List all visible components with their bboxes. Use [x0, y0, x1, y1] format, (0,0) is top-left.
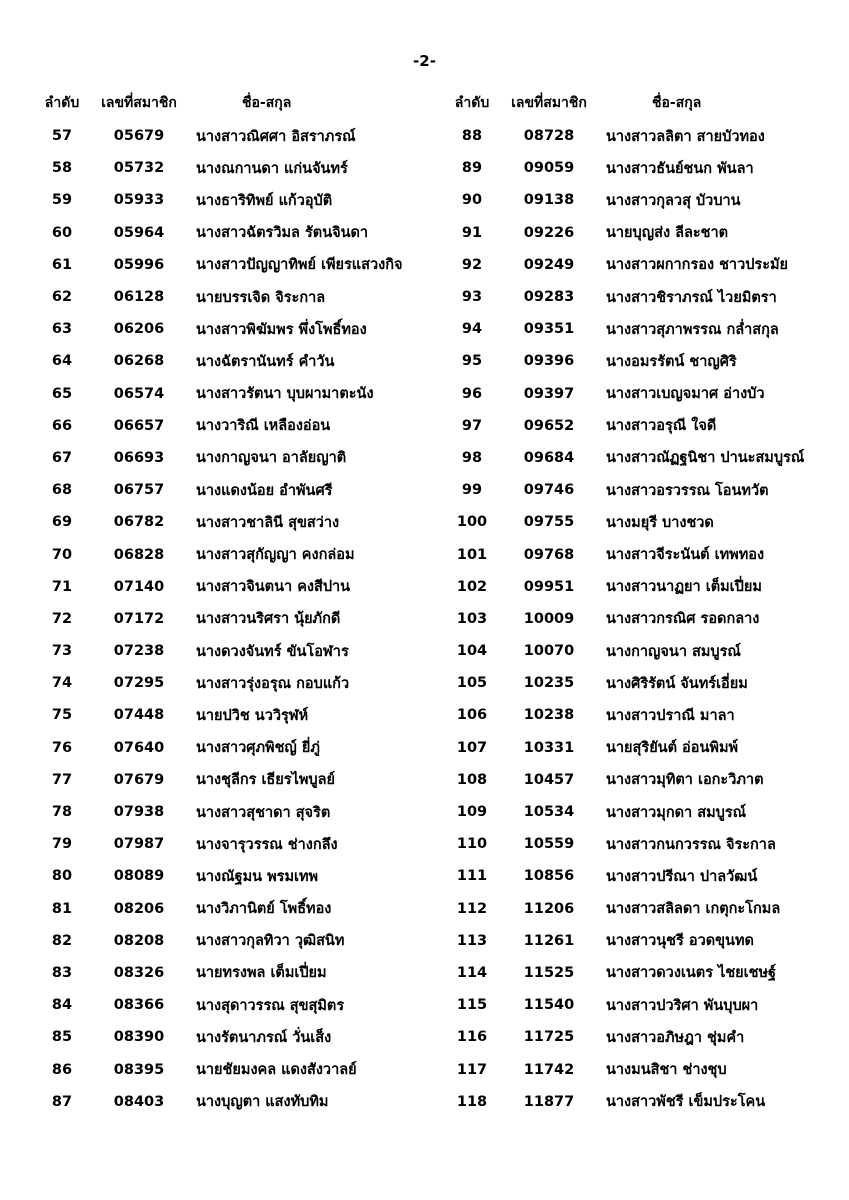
row-number: 84: [51, 997, 73, 1014]
member-name: นางสาวสุภาพรรณ กล่ำสกุล: [606, 321, 779, 338]
row-number: 85: [51, 1029, 73, 1046]
row-number: 102: [456, 578, 488, 595]
member-name: นางสาวปรีณา ปาลวัฒน์: [606, 868, 758, 885]
row-number: 73: [51, 643, 73, 660]
member-name: นายบรรเจิด จิระกาล: [196, 289, 326, 306]
table-row: [40, 1086, 402, 1118]
header-no: ลำดับ: [44, 95, 80, 111]
member-name: นางกาญจนา สมบูรณ์: [606, 643, 741, 660]
member-name: นางสาวกนกวรรณ จิระกาล: [606, 836, 776, 853]
table-row: [450, 925, 804, 957]
table-row: [450, 281, 804, 313]
row-number: 76: [51, 739, 73, 756]
member-id: 06206: [113, 321, 165, 338]
member-name: นางสาวลลิตา สายบัวทอง: [606, 128, 765, 145]
member-name: นายทรงพล เต็มเปี่ยม: [196, 965, 327, 982]
member-id: 09059: [523, 160, 575, 177]
member-name: นางณกานดา แก่นจันทร์: [196, 160, 348, 177]
member-id: 06828: [113, 546, 165, 563]
row-number: 91: [461, 224, 483, 241]
member-id: 10559: [523, 836, 575, 853]
row-number: 63: [51, 321, 73, 338]
member-name: นางรัตนาภรณ์ วั่นเส็ง: [196, 1029, 332, 1046]
member-name: นางสาวนาฏยา เต็มเปี่ยม: [606, 579, 762, 596]
member-id: 07987: [113, 836, 165, 853]
member-list-left: [40, 86, 402, 1118]
member-name: นางณัฐมน พรมเทพ: [196, 868, 319, 885]
member-name: นางสาวชิราภรณ์ ไวยมิตรา: [606, 289, 777, 306]
member-name: นางสาวอรุณี ใจดี: [606, 418, 717, 435]
table-row: [40, 732, 402, 764]
table-row: [450, 1021, 804, 1053]
row-number: 77: [51, 771, 73, 788]
member-id: 09951: [523, 578, 575, 595]
member-id: 08366: [113, 997, 165, 1014]
table-row: [40, 538, 402, 570]
member-id: 11725: [523, 1029, 575, 1046]
table-row: [40, 796, 402, 828]
member-name: นายปวิช นววิรุฬห์: [196, 707, 309, 724]
table-row: [40, 925, 402, 957]
table-row: [40, 860, 402, 892]
table-row: [450, 796, 804, 828]
member-id: 07238: [113, 643, 165, 660]
member-id: 09397: [523, 385, 575, 402]
member-name: นางบุญตา แสงทับทิม: [196, 1094, 329, 1111]
member-id: 07140: [113, 578, 165, 595]
member-name: นางแดงน้อย อำพันศรี: [196, 482, 333, 499]
member-name: นางจารุวรรณ ช่างกลึง: [196, 836, 338, 853]
member-id: 05732: [113, 160, 165, 177]
row-number: 69: [51, 514, 73, 531]
member-name: นางสาวมุกดา สมบูรณ์: [606, 804, 747, 821]
member-name: นางสาวดวงเนตร ไชยเชษฐ์: [606, 965, 777, 982]
table-header-right: [450, 86, 804, 120]
member-id: 11261: [523, 932, 575, 949]
table-row: [40, 474, 402, 506]
row-number: 105: [456, 675, 488, 692]
table-row: [450, 378, 804, 410]
header-name: ชื่อ-สกุล: [242, 95, 292, 111]
member-id: 09768: [523, 546, 575, 563]
row-number: 111: [456, 868, 488, 885]
member-name: นางวาริณี เหลืองอ่อน: [196, 418, 331, 435]
member-id: 05996: [113, 256, 165, 273]
member-name: นางสาวสุกัญญา คงกล่อม: [196, 547, 355, 564]
row-number: 104: [456, 643, 488, 660]
member-id: 07295: [113, 675, 165, 692]
table-row: [40, 1053, 402, 1085]
member-id: 10238: [523, 707, 575, 724]
row-number: 101: [456, 546, 488, 563]
row-number: 59: [51, 192, 73, 209]
row-number: 100: [456, 514, 488, 531]
row-number: 62: [51, 289, 73, 306]
member-id: 11206: [523, 900, 575, 917]
row-number: 65: [51, 385, 73, 402]
table-row: [40, 699, 402, 731]
member-name: นางวิภานิตย์ โพธิ์ทอง: [196, 901, 332, 918]
member-name: นางสาวรุ่งอรุณ กอบแก้ว: [196, 675, 350, 692]
member-name: นางสาวณิศศา อิสราภรณ์: [196, 128, 356, 145]
table-row: [40, 1021, 402, 1053]
member-id: 09746: [523, 482, 575, 499]
member-id: 09396: [523, 353, 575, 370]
row-number: 117: [456, 1061, 488, 1078]
member-id: 08390: [113, 1029, 165, 1046]
header-no: ลำดับ: [454, 95, 490, 111]
member-id: 06657: [113, 417, 165, 434]
member-id: 07640: [113, 739, 165, 756]
member-name: นางสาวอภิษฎา ชุ่มคำ: [606, 1029, 745, 1046]
member-name: นายบุญส่ง ลีละชาต: [606, 225, 729, 242]
table-row: [450, 410, 804, 442]
table-row: [40, 828, 402, 860]
table-row: [450, 603, 804, 635]
member-id: 09249: [523, 256, 575, 273]
member-name: นางสาวเบญจมาศ อ่างบัว: [606, 386, 765, 403]
table-row: [40, 571, 402, 603]
table-row: [450, 828, 804, 860]
row-number: 58: [51, 160, 73, 177]
member-id: 08403: [113, 1093, 165, 1110]
member-name: นายสุริยันต์ อ่อนพิมพ์: [606, 740, 739, 757]
table-row: [450, 249, 804, 281]
row-number: 80: [51, 868, 73, 885]
table-row: [40, 764, 402, 796]
member-id: 07679: [113, 771, 165, 788]
member-name: นางสาวปวริศา พันบุบผา: [606, 997, 759, 1014]
member-id: 05679: [113, 128, 165, 145]
table-row: [450, 217, 804, 249]
member-name: นางสาวจินตนา คงสีปาน: [196, 579, 351, 596]
row-number: 57: [51, 128, 73, 145]
member-name: นางสาวธันย์ชนก พันลา: [606, 160, 754, 177]
member-name: นางสาวณัฏฐนิชา ปานะสมบูรณ์: [606, 450, 805, 467]
table-row: [450, 152, 804, 184]
member-name: นางกาญจนา อาลัยญาติ: [196, 450, 347, 467]
row-number: 79: [51, 836, 73, 853]
table-row: [40, 442, 402, 474]
member-id: 06782: [113, 514, 165, 531]
member-id: 07172: [113, 610, 165, 627]
member-name: นางสาวจีระนันต์ เทพทอง: [606, 547, 765, 564]
row-number: 98: [461, 449, 483, 466]
member-id: 06693: [113, 449, 165, 466]
table-row: [450, 571, 804, 603]
row-number: 74: [51, 675, 73, 692]
row-number: 106: [456, 707, 488, 724]
member-id: 09283: [523, 289, 575, 306]
row-number: 82: [51, 932, 73, 949]
member-id: 07938: [113, 804, 165, 821]
table-row: [40, 410, 402, 442]
table-row: [40, 120, 402, 152]
row-number: 86: [51, 1061, 73, 1078]
member-id: 05964: [113, 224, 165, 241]
table-row: [450, 184, 804, 216]
table-row: [450, 345, 804, 377]
row-number: 72: [51, 610, 73, 627]
member-id: 10856: [523, 868, 575, 885]
member-id: 09652: [523, 417, 575, 434]
row-number: 83: [51, 964, 73, 981]
member-name: นางดวงจันทร์ ขันโอฬาร: [196, 643, 349, 660]
member-name: นางมนสิชา ช่างชุบ: [606, 1062, 727, 1079]
member-id: 10009: [523, 610, 575, 627]
table-row: [40, 313, 402, 345]
row-number: 93: [461, 289, 483, 306]
row-number: 92: [461, 256, 483, 273]
row-number: 81: [51, 900, 73, 917]
table-row: [450, 1053, 804, 1085]
member-id: 06574: [113, 385, 165, 402]
member-name: นางสาวมุทิตา เอกะวิภาต: [606, 772, 764, 789]
member-name: นางสาวฉัตรวิมล รัตนจินดา: [196, 225, 369, 242]
member-name: นางมยุรี บางชวด: [606, 514, 714, 531]
member-name: นางศิริรัตน์ จันทร์เอี่ยม: [606, 675, 748, 692]
row-number: 115: [456, 997, 488, 1014]
table-row: [40, 184, 402, 216]
row-number: 114: [456, 964, 488, 981]
member-id: 10070: [523, 643, 575, 660]
member-name: นางสาวรัตนา บุบผามาตะนัง: [196, 386, 374, 403]
member-name: นางสาวอรวรรณ โอนทวัต: [606, 482, 769, 499]
member-id: 10235: [523, 675, 575, 692]
table-body-right: [450, 120, 804, 1118]
table-row: [40, 989, 402, 1021]
row-number: 109: [456, 804, 488, 821]
row-number: 67: [51, 449, 73, 466]
row-number: 112: [456, 900, 488, 917]
member-id: 09755: [523, 514, 575, 531]
table-row: [450, 699, 804, 731]
row-number: 68: [51, 482, 73, 499]
header-name: ชื่อ-สกุล: [652, 95, 702, 111]
row-number: 88: [461, 128, 483, 145]
member-id: 09684: [523, 449, 575, 466]
member-name: นางสาวกรณิศ รอดกลาง: [606, 611, 760, 628]
member-name: นางสาวศุภพิชญ์ ยี่ภู่: [196, 740, 320, 757]
member-name: นางสุดาวรรณ สุขสุมิตร: [196, 997, 345, 1014]
member-name: นางฉัตรานันทร์ คำวัน: [196, 353, 335, 370]
row-number: 64: [51, 353, 73, 370]
table-row: [40, 893, 402, 925]
member-id: 09351: [523, 321, 575, 338]
table-row: [450, 442, 804, 474]
member-name: นางธาริทิพย์ แก้วอุบัติ: [196, 192, 333, 209]
table-row: [40, 249, 402, 281]
member-name: นางอมรรัตน์ ชาญศิริ: [606, 353, 737, 370]
member-id: 11877: [523, 1093, 575, 1110]
row-number: 75: [51, 707, 73, 724]
member-name: นางสาวผกากรอง ชาวประมัย: [606, 257, 789, 274]
table-row: [450, 313, 804, 345]
member-name: นายชัยมงคล แดงสังวาลย์: [196, 1062, 357, 1079]
member-id: 06268: [113, 353, 165, 370]
table-row: [40, 378, 402, 410]
table-row: [450, 989, 804, 1021]
row-number: 108: [456, 771, 488, 788]
table-body-left: [40, 120, 402, 1118]
row-number: 110: [456, 836, 488, 853]
row-number: 70: [51, 546, 73, 563]
member-id: 08326: [113, 964, 165, 981]
table-row: [450, 120, 804, 152]
row-number: 90: [461, 192, 483, 209]
header-member-id: เลขที่สมาชิก: [101, 95, 177, 111]
member-name: นางสาวพิฆัมพร พึ่งโพธิ์ทอง: [196, 321, 367, 338]
member-name: นางสาวกุลวสุ บัวบาน: [606, 192, 741, 209]
member-name: นางสาวพัชรี เข็มประโคน: [606, 1094, 766, 1111]
table-row: [450, 667, 804, 699]
member-id: 11540: [523, 997, 575, 1014]
table-row: [40, 345, 402, 377]
member-id: 11525: [523, 964, 575, 981]
member-list-right: [450, 86, 804, 1118]
table-row: [450, 1086, 804, 1118]
row-number: 103: [456, 610, 488, 627]
table-row: [450, 732, 804, 764]
row-number: 78: [51, 804, 73, 821]
table-row: [40, 635, 402, 667]
row-number: 96: [461, 385, 483, 402]
row-number: 107: [456, 739, 488, 756]
row-number: 89: [461, 160, 483, 177]
member-id: 06757: [113, 482, 165, 499]
row-number: 61: [51, 256, 73, 273]
member-id: 06128: [113, 289, 165, 306]
row-number: 87: [51, 1093, 73, 1110]
member-id: 08395: [113, 1061, 165, 1078]
row-number: 94: [461, 321, 483, 338]
table-row: [40, 152, 402, 184]
table-row: [450, 957, 804, 989]
table-header-left: [40, 86, 402, 120]
member-name: นางชุลีกร เธียรไพบูลย์: [196, 772, 336, 789]
member-id: 08206: [113, 900, 165, 917]
row-number: 97: [461, 417, 483, 434]
row-number: 118: [456, 1093, 488, 1110]
member-id: 08208: [113, 932, 165, 949]
table-row: [450, 538, 804, 570]
member-id: 11742: [523, 1061, 575, 1078]
table-row: [40, 667, 402, 699]
member-name: นางสาวสุชาดา สุจริต: [196, 804, 331, 821]
page-number: -2-: [413, 52, 436, 70]
member-id: 07448: [113, 707, 165, 724]
member-id: 09138: [523, 192, 575, 209]
member-id: 10331: [523, 739, 575, 756]
member-id: 09226: [523, 224, 575, 241]
table-row: [450, 893, 804, 925]
table-row: [40, 217, 402, 249]
table-row: [450, 764, 804, 796]
member-name: นางสาวชาลินี สุขสว่าง: [196, 514, 340, 531]
table-row: [40, 281, 402, 313]
table-row: [450, 860, 804, 892]
member-id: 05933: [113, 192, 165, 209]
table-row: [40, 506, 402, 538]
row-number: 66: [51, 417, 73, 434]
row-number: 99: [461, 482, 483, 499]
row-number: 71: [51, 578, 73, 595]
member-id: 10457: [523, 771, 575, 788]
member-name: นางสาวนริศรา นุ้ยภักดี: [196, 611, 341, 628]
member-name: นางสาวปัญญาทิพย์ เพียรแสวงกิจ: [196, 257, 403, 274]
row-number: 95: [461, 353, 483, 370]
table-row: [450, 506, 804, 538]
member-name: นางสาวปราณี มาลา: [606, 707, 735, 724]
member-id: 10534: [523, 804, 575, 821]
header-member-id: เลขที่สมาชิก: [511, 95, 587, 111]
table-row: [450, 474, 804, 506]
table-row: [450, 635, 804, 667]
row-number: 116: [456, 1029, 488, 1046]
member-id: 08728: [523, 128, 575, 145]
table-row: [40, 603, 402, 635]
member-name: นางสาวกุลทิวา วุฒิสนิท: [196, 933, 345, 950]
row-number: 113: [456, 932, 488, 949]
member-id: 08089: [113, 868, 165, 885]
row-number: 60: [51, 224, 73, 241]
member-name: นางสาวสลิลดา เกตุกะโกมล: [606, 901, 781, 918]
table-row: [40, 957, 402, 989]
member-name: นางสาวนุชรี อวดขุนทด: [606, 933, 754, 950]
